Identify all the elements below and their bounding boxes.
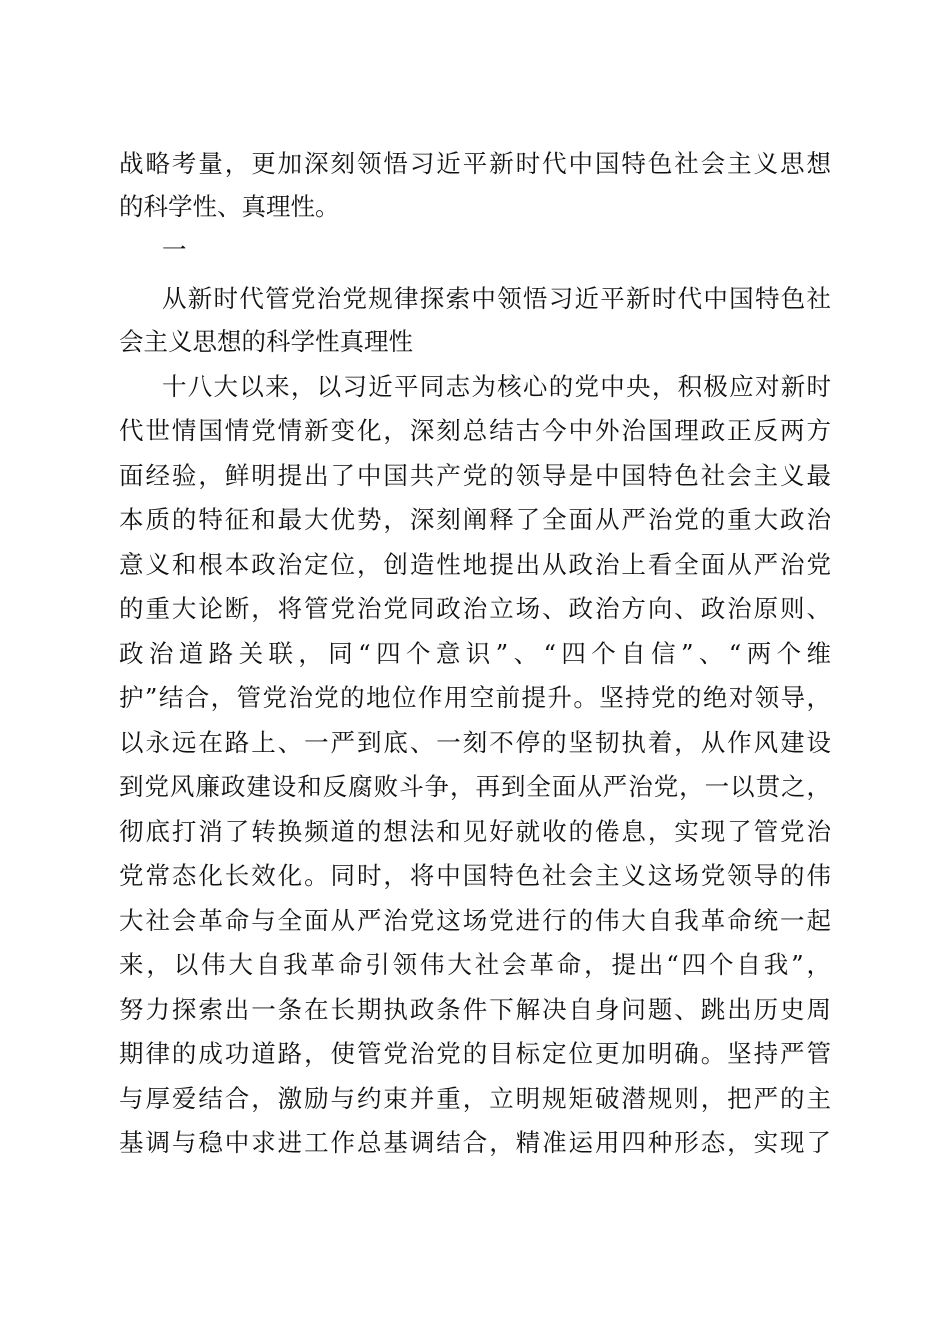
text-line: 的重大论断，将管党治党同政治立场、政治方向、政治原则、 [119,594,831,623]
text-line: 来，以伟大自我革命引领伟大社会革命，提出“四个自我”， [119,950,831,979]
text-line: 面经验，鲜明提出了中国共产党的领导是中国特色社会主义最 [119,461,831,490]
text-line: 到党风廉政建设和反腐败斗争，再到全面从严治党，一以贯之， [119,772,831,801]
text-line: 以永远在路上、一严到底、一刻不停的坚韧执着，从作风建设 [119,728,831,757]
text-line: 政治道路关联，同“四个意识”、“四个自信”、“两个维 [119,639,831,668]
section-heading-line: 会主义思想的科学性真理性 [119,327,413,356]
text-line: 代世情国情党情新变化，深刻总结古今中外治国理政正反两方 [119,416,831,445]
text-line: 护”结合，管党治党的地位作用空前提升。坚持党的绝对领导， [119,683,831,712]
section-number: 一 [162,235,187,264]
text-line: 党常态化长效化。同时，将中国特色社会主义这场党领导的伟 [119,861,831,890]
text-line: 意义和根本政治定位，创造性地提出从政治上看全面从严治党 [119,550,831,579]
text-line: 的科学性、真理性。 [119,192,340,221]
text-line: 战略考量，更加深刻领悟习近平新时代中国特色社会主义思想 [119,149,831,178]
text-line: 十八大以来，以习近平同志为核心的党中央，积极应对新时 [162,372,831,401]
section-heading-line: 从新时代管党治党规律探索中领悟习近平新时代中国特色社 [162,284,831,313]
text-line: 期律的成功道路，使管党治党的目标定位更加明确。坚持严管 [119,1039,831,1068]
text-line: 大社会革命与全面从严治党这场党进行的伟大自我革命统一起 [119,906,831,935]
text-line: 本质的特征和最大优势，深刻阐释了全面从严治党的重大政治 [119,505,831,534]
text-line: 彻底打消了转换频道的想法和见好就收的倦息，实现了管党治 [119,817,831,846]
text-line: 与厚爱结合，激励与约束并重，立明规矩破潜规则，把严的主 [119,1084,831,1113]
text-line: 基调与稳中求进工作总基调结合，精准运用四种形态，实现了 [119,1128,831,1157]
text-line: 努力探索出一条在长期执政条件下解决自身问题、跳出历史周 [119,995,831,1024]
